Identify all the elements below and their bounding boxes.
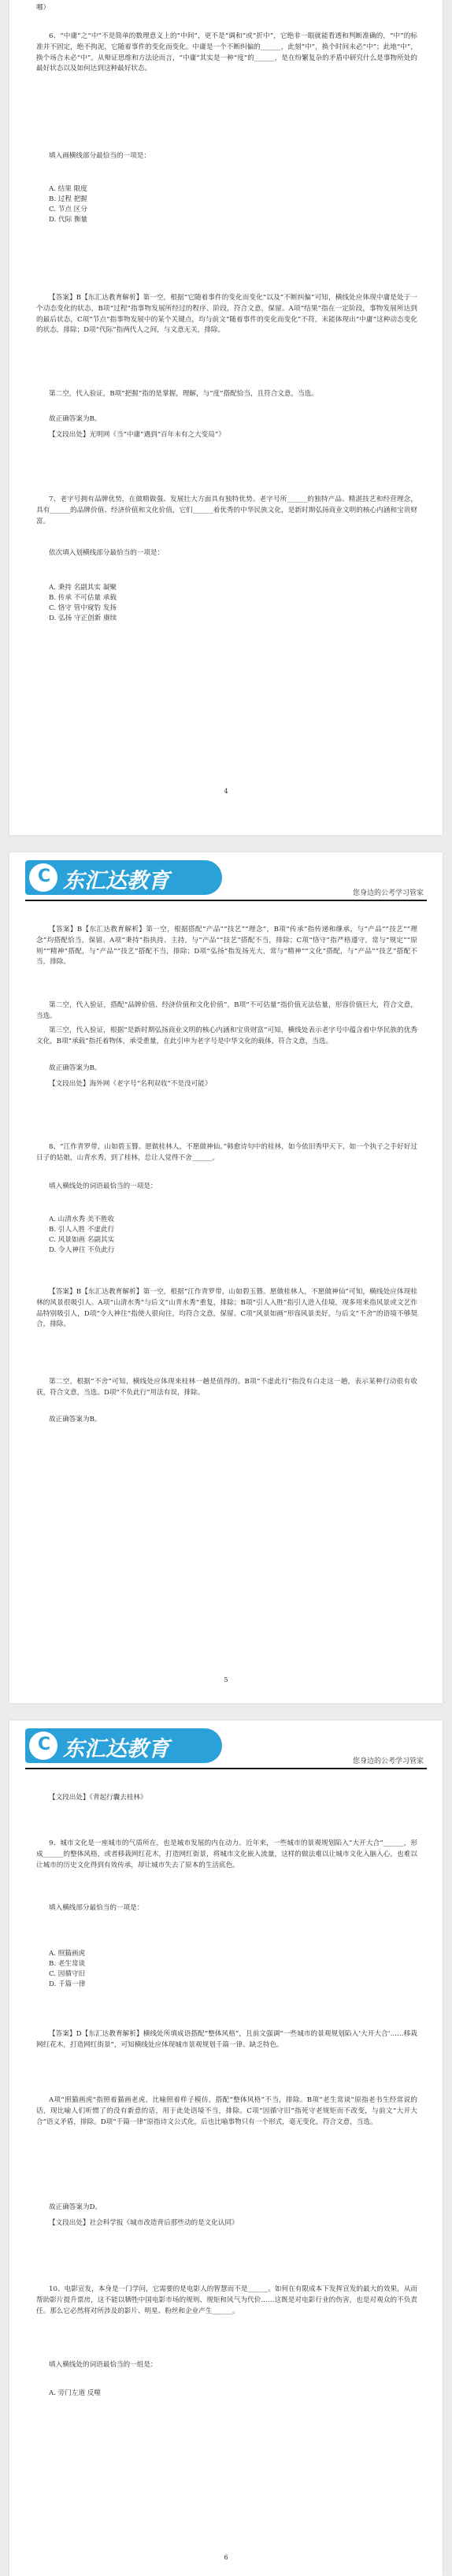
question-6-answer: 【答案】B【东汇达教育解析】第一空，根据“它随着事件的变化而变化”以及“不断纠偏”可知，横线处应体现中庸是处于一个动态变化的状态，B项“过程”指事物发展所经过的程序、阶段，符合文意，保留。A项“结果”指在一定阶段，事物发展所达到的最后状态，C项“节点”指事物发展中的某个关键点，均与前文“随着事件的变化而变化”不符，未能体现出“中庸”这种动态变化的状态，排除；D项“代际”指两代人之间，与文意无关，排除。 <box>36 294 417 335</box>
option-a[interactable]: A. 山清水秀 美不胜收 <box>49 1216 115 1223</box>
question-10-stem: 10、电影宣发，本身是一门学问，它需要的是电影人的智慧而不是______。如何在有限成本下发挥宣发的最大的效果，从而帮助影片提升票房，这不能以牺牲中国电影市场的规则、规矩和风气为代价……这既是对电影行业的伤害，也是对观众的不负责任。那么它必然将对所涉及的影片、明星、粉丝和企业产生______。 <box>36 2285 417 2315</box>
option-b[interactable]: B. 传承 不可估量 承载 <box>49 594 117 602</box>
header-tagline: 您身边的公考学习管家 <box>352 889 424 897</box>
header-divider <box>25 900 427 901</box>
option-d[interactable]: D. 千篇一律 <box>49 1980 86 1988</box>
option-d[interactable]: D. 代际 衡量 <box>49 216 88 224</box>
header-divider <box>25 1768 427 1769</box>
question-9-options <box>49 1949 85 1990</box>
top-fragment: 哪） <box>36 4 50 12</box>
question-9-answer: 【答案】D【东汇达教育解析】横线处所填成语搭配“整体风格”，且前文强调“一些城市的景观规划陷入‘大开大合’……移栽网红花木，打造网红街景”，可知横线处应体现城市景观规划千篇一律、缺乏特色。 <box>36 2030 417 2049</box>
logo-mark-icon: C <box>29 863 57 892</box>
document-page-5 <box>9 852 443 1703</box>
question-6-options <box>49 184 87 225</box>
option-b[interactable]: B. 老生常谈 <box>49 1960 86 1968</box>
option-c[interactable]: C. 恪守 管中窥豹 发扬 <box>49 604 117 612</box>
question-9-conclusion: 故正确答案为D。 <box>49 2203 102 2211</box>
document-page-6 <box>9 1720 443 2576</box>
page-number: 6 <box>224 2554 228 2561</box>
question-8-prompt: 填入横线处的词语最恰当的一项是： <box>49 1182 157 1190</box>
question-7-conclusion: 故正确答案为B。 <box>49 1064 102 1072</box>
question-6-conclusion: 故正确答案为B。 <box>49 415 102 423</box>
option-a[interactable]: A. 照猫画虎 <box>49 1950 86 1958</box>
brand-logo <box>25 860 222 895</box>
brand-logo <box>25 1728 222 1763</box>
question-8-conclusion: 故正确答案为B。 <box>49 1416 102 1423</box>
option-d[interactable]: D. 令人神往 不负此行 <box>49 1246 115 1254</box>
logo-text: 东汇达教育 <box>63 869 169 893</box>
question-10-options <box>49 2389 101 2399</box>
question-6-prompt: 填入画横线部分最恰当的一项是： <box>49 152 150 160</box>
question-8-answer-blank2: 第二空，根据“不舍”可知，横线处应体现来桂林一趟是值得的。B项“不虚此行”指没有白走这一趟，表示某种行动很有收获，符合文意，当选。D项“不负此行”用法有误，排除。 <box>36 1378 417 1397</box>
question-10-prompt: 填入横线处的词语最恰当的一组是： <box>49 2361 157 2369</box>
question-7-prompt: 依次填入划横线部分最恰当的一项是： <box>49 549 165 557</box>
option-c[interactable]: C. 因循守旧 <box>49 1970 86 1978</box>
option-c[interactable]: C. 节点 区分 <box>49 206 87 213</box>
question-6-source: 【文段出处】光明网《当“中庸”遇到“百年未有之大变局”》 <box>49 431 225 439</box>
question-7-answer-blank2: 第二空，代入验证，搭配“品牌价值、经济价值和文化价值”，B项“不可估量”指价值无法估量，形容价值巨大，符合文意，当选。 <box>36 1001 417 1020</box>
question-9-source: 【文段出处】社会科学报《城市改造背后那些动的是文化认同》 <box>49 2219 239 2227</box>
document-page-4 <box>9 0 443 835</box>
page-number: 5 <box>224 1676 228 1683</box>
option-a[interactable]: A. 旁门左道 反噬 <box>49 2389 101 2397</box>
question-6-answer-blank2: 第二空，代入验证，B项“把握”指的是掌握，理解，与“度”搭配恰当，且符合文意，当选。 <box>49 390 318 398</box>
page-number: 4 <box>224 788 228 795</box>
option-d[interactable]: D. 弘扬 守正创新 赓续 <box>49 614 117 622</box>
question-8-source: 【文段出处】《背起行囊去桂林》 <box>49 1794 147 1802</box>
option-b[interactable]: B. 过程 把握 <box>49 195 87 203</box>
option-c[interactable]: C. 风景如画 名副其实 <box>49 1236 115 1244</box>
option-a[interactable]: A. 结果 限度 <box>49 185 87 193</box>
question-8-options <box>49 1215 115 1256</box>
question-7-source: 【文段出处】海外网《老字号“名利双收”不是没可能》 <box>49 1080 212 1088</box>
question-9-stem: 9、城市文化是一座城市的气质所在，也是城市发展的内在动力。近年来，一些城市的景观规划陷入“大开大合”______，形成______的整体风格，或者移栽网红花木，打造网红街景，将城市文化嵌入流量，这样的做法难以让城市文化入脑入心，也难以让城市的历史文化得到有效传承，却让城市失去了原本的生活底色。 <box>36 1839 417 1869</box>
question-7-options <box>49 583 117 624</box>
question-7-answer: 【答案】B【东汇达教育解析】第一空，根据搭配“产品”“技艺”“理念”，B项“传承”指传递和继承，与“产品”“技艺”“理念”均搭配恰当，保留。A项“秉持”指执持、主持，与“产品”“技艺”搭配不当，排除；C项“恪守”指严格遵守，常与“规定”“原则”“精神”搭配，与“产品”“技艺”搭配不当，排除；D项“弘扬”指发扬光大，常与“精神”“文化”搭配，与“产品”“技艺”搭配不当，排除。 <box>36 926 417 967</box>
question-7-answer-blank3: 第三空，代入验证，根据“是新时期弘扬商业文明的核心内涵和宝贵财富”可知，横线处表示老字号中蕴含着中华民族的优秀文化，B项“承载”指托着物体，承受重量，在此引申为老字号是中华文化的载体，符合文意，当选。 <box>36 1026 417 1045</box>
question-9-prompt: 填入横线部分最恰当的一项是： <box>49 1904 144 1912</box>
question-8-answer: 【答案】B【东汇达教育解析】第一空，根据“江作青罗带，山如碧玉簪。愿做桂林人，不愿做神仙”可知，横线处应体现桂林的风景很吸引人。A项“山清水秀”与后文“山青水秀”重复，排除；B项“引人入胜”指引人进入佳境，现多用来指风景或文艺作品特别吸引人，D项“令人神往”指使人很向往，均符合文意，保留。C项“风景如画”形容风景美好，与后文“不舍”的语境不够契合，排除。 <box>36 1288 417 1329</box>
option-b[interactable]: B. 引人入胜 不虚此行 <box>49 1226 115 1234</box>
question-8-stem: 8、“江作青罗带，山如碧玉簪。愿做桂林人，不愿做神仙。”韩愈诗句中的桂林，如今依旧秀甲天下，如一个执子之手好好过日子的姑娘，山青水秀，到了桂林，总让人觉得不舍______。 <box>36 1143 417 1162</box>
header-tagline: 您身边的公考学习管家 <box>352 1758 424 1765</box>
option-a[interactable]: A. 秉持 名副其实 凝聚 <box>49 584 117 592</box>
question-6-stem: 6、“中庸”之“中”不是简单的数理意义上的“中间”，更不是“调和”或“折中”，它绝非一眼就能看透和判断准确的，“中”的标准并不固定，绝不拘泥，它随着事件的变化而变化。中庸是一个不断纠偏的______，此刻“中”，换个时间未必“中”；此地“中”，换个场合未必“中”。从辩证思维和方法论而言，“中庸”其实是一种“度”的______，是在纷繁复杂的矛盾中研究什么是事物所处的最好状态以及如何达到这种最好状态。 <box>36 32 417 73</box>
logo-text: 东汇达教育 <box>63 1737 169 1761</box>
logo-mark-icon: C <box>29 1732 57 1760</box>
question-9-answer-options: A项“照猫画虎”指照着猫画老虎，比喻照着样子模仿，搭配“整体风格”不当，排除。B项“老生常谈”原指老书生经常说的话，现比喻人们听惯了的没有新意的话，用于此处语境不当，排除。C项“因循守旧”指死守老规矩而不改变，与前文“大开大合”语义矛盾，排除。D项“千篇一律”原指诗文公式化，后也比喻事物只有一个形式，毫无变化，符合文意，当选。 <box>36 2096 417 2126</box>
question-7-stem: 7、老字号拥有品牌优势，在做精做强、发展壮大方面具有独特优势。老字号所______的独特产品、精湛技艺和经营理念，具有______的品牌价值、经济价值和文化价值，它们______着优秀的中华民族文化，是新时期弘扬商业文明的核心内涵和宝贵财富。 <box>36 496 417 525</box>
